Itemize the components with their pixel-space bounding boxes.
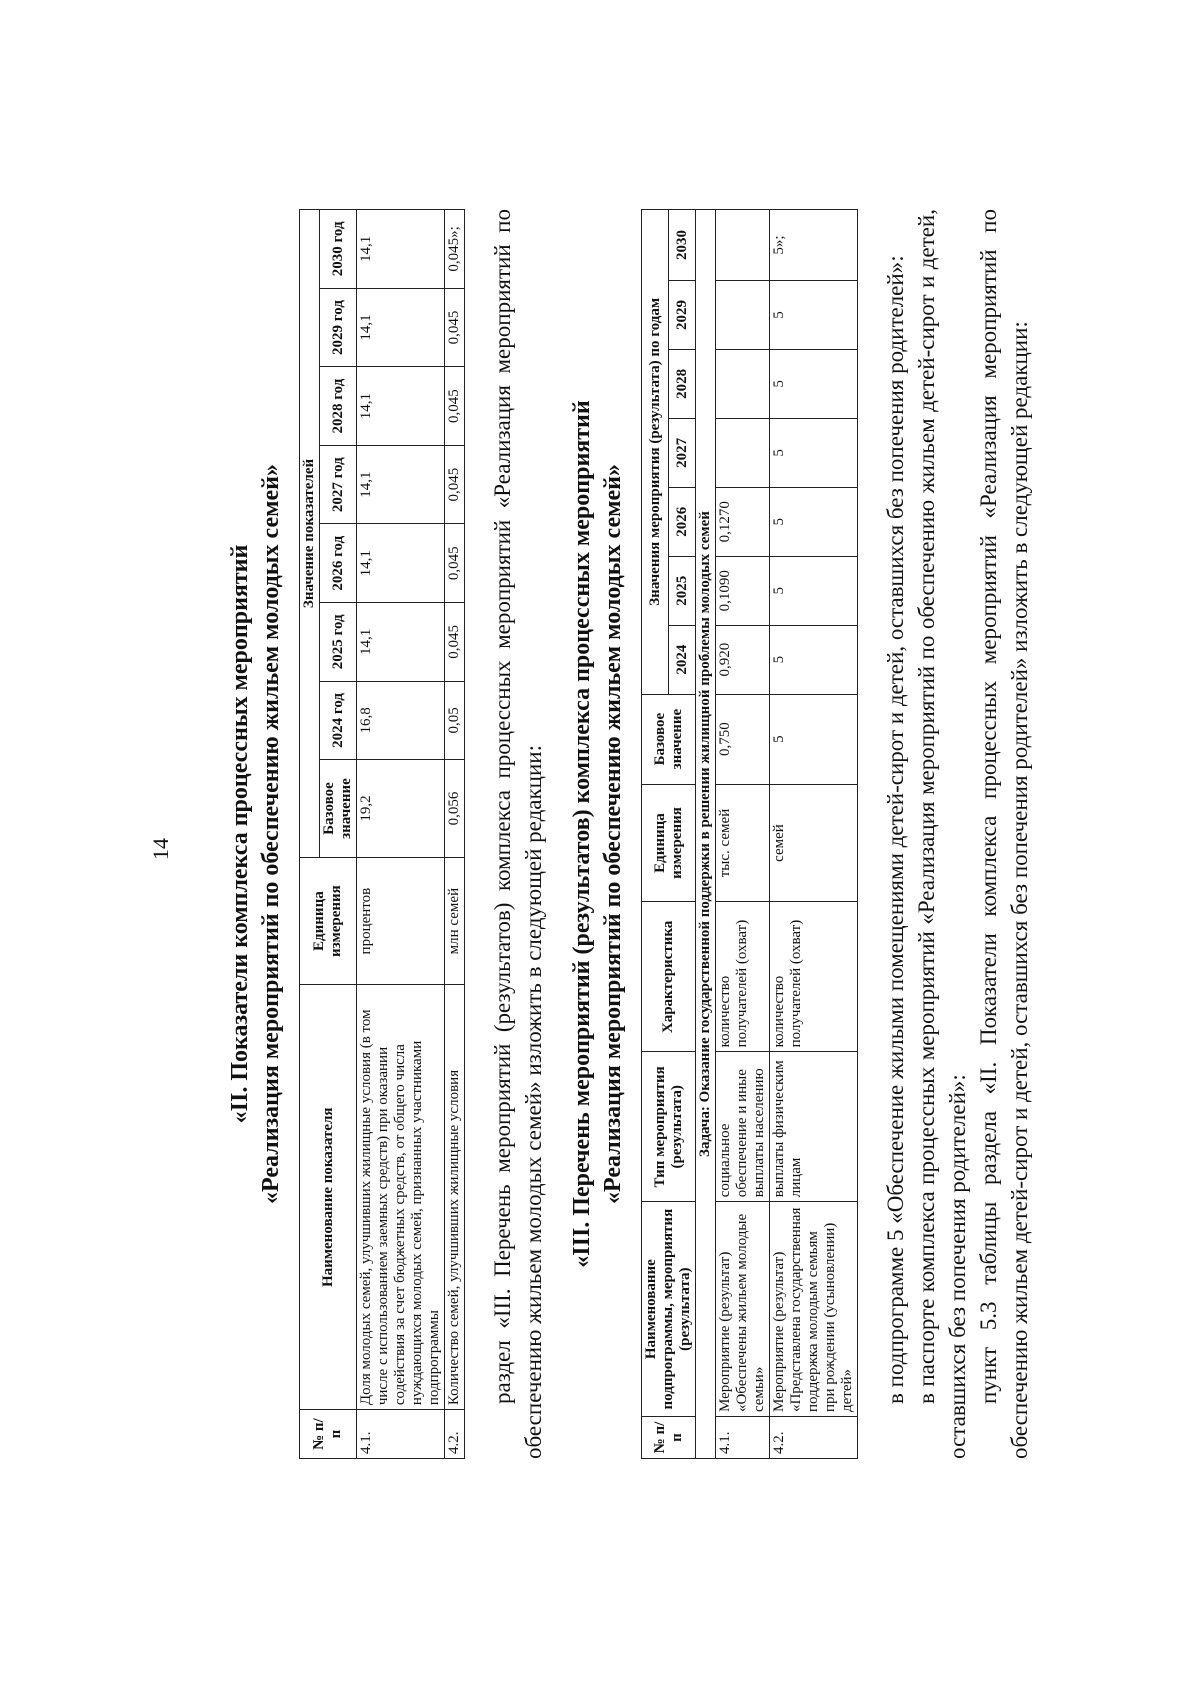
table-row — [770, 209, 858, 1458]
paragraph-subprogram-5: в подпрограмме 5 «Обеспечение жилыми помещениями детей-сирот и детей, оставшихся без попечения родителей»: — [883, 254, 908, 1404]
row-value: 5 — [770, 556, 858, 625]
header-values-group: Значения мероприятия (результата) по годам — [642, 209, 669, 694]
row-unit: тыс. семей — [716, 784, 770, 902]
section-2-title-line-1: «II. Показатели комплекса процессных мероприятий — [227, 544, 253, 1123]
row-value: 0,1270 — [716, 487, 770, 556]
header-name: Наименование показателя — [300, 984, 357, 1409]
header-characteristic: Характеристика — [642, 901, 696, 1051]
header-year: 2024 — [669, 625, 696, 694]
row-value: 5 — [770, 349, 858, 418]
row-value: 5 — [770, 487, 858, 556]
section-2-title-line-2: «Реализация мероприятий по обеспечению жильем молодых семей» — [258, 463, 284, 1204]
task-row — [696, 209, 716, 1458]
row-value: 0,045 — [445, 602, 465, 681]
header-year: 2025 — [669, 556, 696, 625]
row-num: 4.1. — [716, 1416, 770, 1458]
table-header-row — [300, 209, 320, 1458]
header-unit: Единица измерения — [300, 857, 357, 984]
row-name: Мероприятие (результат) «Обеспечены жильем молодые семьи» — [716, 1201, 770, 1416]
row-value: 14,1 — [357, 209, 445, 288]
table-row — [716, 209, 770, 1458]
row-value: 0,045»; — [445, 209, 465, 288]
row-type: выплаты физическим лицам — [770, 1051, 858, 1201]
paragraph-item-5-3: пункт 5.3 таблицы раздела «II. Показатели комплекса процессных мероприятий «Реализация мероприятий по обеспечению жильем детей-сирот и детей, оставшихся без попечения родителей» изложить в следующей редакции: — [976, 208, 1032, 1459]
row-name: Доля молодых семей, улучшивших жилищные условия (в том числе с использованием заемных средств) при оказании содействия за счет бюджетных средств, от общего числа нуждающихся молодых семей, признанных участниками подпрограммы — [357, 984, 445, 1409]
row-value: 14,1 — [357, 523, 445, 602]
header-year: 2026 год — [320, 523, 357, 602]
row-base: 19,2 — [357, 759, 445, 857]
header-values-group: Значение показателей — [300, 209, 320, 857]
row-num: 4.2. — [445, 1409, 465, 1458]
header-num: № п/п — [642, 1416, 696, 1458]
table-row — [357, 209, 445, 1458]
task-text: Задача: Оказание государственной поддержки в решении жилищной проблемы молодых семей — [696, 209, 716, 1458]
row-value — [716, 209, 770, 280]
row-base: 5 — [770, 694, 858, 784]
row-value: 0,05 — [445, 681, 465, 760]
row-value: 14,1 — [357, 445, 445, 524]
page-content — [225, 209, 1035, 1459]
header-year: 2028 — [669, 349, 696, 418]
row-unit: млн семей — [445, 857, 465, 984]
row-unit: процентов — [357, 857, 445, 984]
row-type: социальное обеспечение и иные выплаты населению — [716, 1051, 770, 1201]
row-value: 0,045 — [445, 366, 465, 445]
row-base: 0,750 — [716, 694, 770, 784]
header-year: 2024 год — [320, 681, 357, 760]
indicators-table — [299, 209, 465, 1459]
row-value — [716, 280, 770, 349]
activities-table — [641, 209, 858, 1459]
section-3-title-line-2: «Реализация мероприятий по обеспечению жильем молодых семей» — [600, 463, 626, 1204]
row-value: 0,045 — [445, 445, 465, 524]
header-year: 2026 — [669, 487, 696, 556]
header-year: 2029 год — [320, 288, 357, 367]
row-base: 0,056 — [445, 759, 465, 857]
row-value: 14,1 — [357, 366, 445, 445]
header-name: Наименование подпрограммы, мероприятия (результата) — [642, 1201, 696, 1416]
row-value: 14,1 — [357, 288, 445, 367]
header-type: Тип мероприятия (результата) — [642, 1051, 696, 1201]
header-year: 2027 — [669, 418, 696, 487]
row-value: 14,1 — [357, 602, 445, 681]
header-year: 2029 — [669, 280, 696, 349]
row-value — [716, 418, 770, 487]
header-base: Базовое значение — [320, 759, 357, 857]
row-value: 5 — [770, 280, 858, 349]
document-page — [100, 109, 1100, 1589]
paragraph-section-3-intro: раздел «III. Перечень мероприятий (результатов) комплекса процессных мероприятий «Реализация мероприятий по обеспечению жильем молодых семей» изложить в следующей редакции: — [490, 208, 546, 1459]
table-row — [445, 209, 465, 1458]
header-year: 2027 год — [320, 445, 357, 524]
section-3-title-line-1: «III. Перечень мероприятий (результатов) комплекса процессных мероприятий — [569, 399, 595, 1268]
table-header-row — [642, 209, 669, 1458]
header-year: 2030 — [669, 209, 696, 280]
row-characteristic: количество получателей (охват) — [716, 901, 770, 1051]
row-value: 5»; — [770, 209, 858, 280]
header-unit: Единица измерения — [642, 784, 696, 902]
row-value: 5 — [770, 625, 858, 694]
header-year: 2025 год — [320, 602, 357, 681]
row-unit: семей — [770, 784, 858, 902]
row-name: Количество семей, улучшивших жилищные условия — [445, 984, 465, 1409]
header-year: 2028 год — [320, 366, 357, 445]
row-characteristic: количество получателей (охват) — [770, 901, 858, 1051]
row-value: 0,045 — [445, 288, 465, 367]
row-value — [716, 349, 770, 418]
row-num: 4.1. — [357, 1409, 445, 1458]
header-base: Базовое значение — [642, 694, 696, 784]
page-number: 14 — [148, 837, 173, 860]
header-num: № п/п — [300, 1409, 357, 1458]
paragraph-passport: в паспорте комплекса процессных мероприятий «Реализация мероприятий по обеспечению жильем детей-сирот и детей, оставшихся без попечения родителей»: — [914, 208, 970, 1459]
row-value: 0,045 — [445, 523, 465, 602]
row-num: 4.2. — [770, 1416, 858, 1458]
row-value: 0,920 — [716, 625, 770, 694]
row-value: 5 — [770, 418, 858, 487]
row-value: 0,1090 — [716, 556, 770, 625]
row-name: Мероприятие (результат) «Представлена государственная поддержка молодым семьям при рождении (усыновлении) детей» — [770, 1201, 858, 1416]
row-value: 16,8 — [357, 681, 445, 760]
header-year: 2030 год — [320, 209, 357, 288]
